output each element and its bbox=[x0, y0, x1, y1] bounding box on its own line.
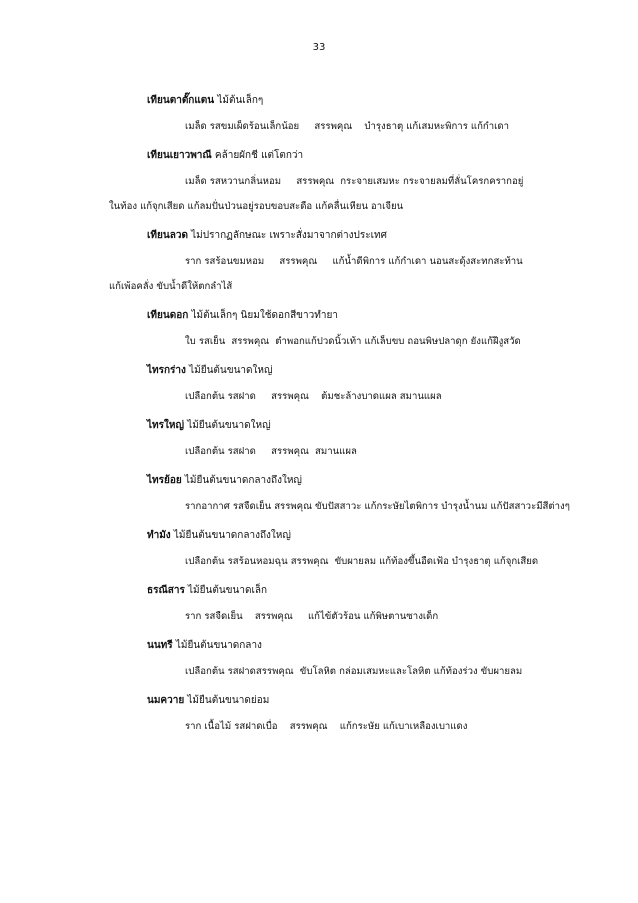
herb-heading bbox=[0, 473, 638, 488]
herb-name: เทียนเยาวพาณี bbox=[147, 150, 212, 161]
herb-name: ทำมัง bbox=[147, 530, 171, 541]
herb-properties-continued: แก้เพ้อคลั่ง ขับน้ำดีให้ตกลำไส้ bbox=[109, 281, 233, 292]
herb-entry bbox=[0, 473, 638, 514]
herb-name: ไทรย้อย bbox=[147, 475, 182, 486]
herb-properties: รากอากาศ รสจืดเย็น สรรพคุณ ขับปัสสาวะ แก้กระษัยไตพิการ บำรุงน้ำนม แก้ปัสสาวะมีสีต่างๆ bbox=[185, 501, 570, 512]
herb-description: ไม้ต้นเล็กๆ bbox=[217, 95, 264, 106]
entry-list bbox=[0, 93, 638, 748]
herb-heading bbox=[0, 93, 638, 108]
herb-heading bbox=[0, 148, 638, 163]
herb-properties: เปลือกต้น รสฝาด สรรพคุณ สมานแผล bbox=[185, 446, 357, 457]
herb-entry bbox=[0, 308, 638, 349]
herb-properties: เมล็ด รสหวานกลิ่นหอม สรรพคุณ กระจายเสมหะ กระจายลมที่ลั่นโครกครากอยู่ bbox=[185, 176, 524, 187]
herb-entry bbox=[0, 693, 638, 734]
herb-description: ไม้ยืนต้นขนาดใหญ่ bbox=[189, 365, 273, 376]
herb-entry bbox=[0, 93, 638, 134]
herb-description: คล้ายผักชี แต่โตกว่า bbox=[214, 150, 304, 161]
herb-properties: เปลือกต้น รสฝาดสรรพคุณ ขับโลหิต กล่อมเสมหะและโลหิต แก้ท้องร่วง ขับผายลม bbox=[185, 666, 523, 677]
herb-name: เทียนดอก bbox=[147, 310, 189, 321]
herb-description: ไม้ต้นเล็กๆ นิยมใช้ดอกสีขาวทำยา bbox=[191, 310, 338, 321]
herb-properties: เปลือกต้น รสฝาด สรรพคุณ ต้มชะล้างบาดแผล สมานแผล bbox=[185, 391, 442, 402]
herb-properties: ราก เนื้อไม้ รสฝาดเบื่อ สรรพคุณ แก้กระษัย แก้เบาเหลืองเบาแดง bbox=[185, 721, 468, 732]
herb-properties-continued: ในท้อง แก้จุกเสียด แก้ลมปั่นป่วนอยู่รอบขอบสะดือ แก้คลื่นเหียน อาเจียน bbox=[109, 201, 404, 212]
herb-description: ไม้ยืนต้นขนาดใหญ่ bbox=[187, 420, 271, 431]
herb-name: นมควาย bbox=[147, 695, 185, 706]
herb-heading bbox=[0, 583, 638, 598]
herb-entry bbox=[0, 583, 638, 624]
page-number: 33 bbox=[312, 42, 326, 53]
herb-properties: ราก รสจืดเย็น สรรพคุณ แก้ไข้ตัวร้อน แก้พิษตานซางเด็ก bbox=[185, 611, 439, 622]
herb-name: เทียนตาตั๊กแตน bbox=[147, 95, 215, 106]
herb-heading bbox=[0, 693, 638, 708]
herb-name: ไทรใหญ่ bbox=[147, 420, 184, 431]
herb-description: ไม้ยืนต้นขนาดกลางถึงใหญ่ bbox=[173, 530, 291, 541]
herb-properties: ใบ รสเย็น สรรพคุณ ตำพอกแก้ปวดนิ้วเท้า แก้เล็บขบ ถอนพิษปลาดุก ยังแก้ฝีงูสวัด bbox=[185, 336, 521, 347]
herb-name: ธรณีสาร bbox=[147, 585, 185, 596]
herb-description: ไม้ยืนต้นขนาดกลางถึงใหญ่ bbox=[184, 475, 302, 486]
herb-name: นนทรี bbox=[147, 640, 173, 651]
herb-properties: เมล็ด รสขมเผ็ดร้อนเล็กน้อย สรรพคุณ บำรุงธาตุ แก้เสมหะพิการ แก้กำเดา bbox=[185, 121, 509, 132]
herb-heading bbox=[0, 363, 638, 378]
herb-heading bbox=[0, 528, 638, 543]
herb-properties: ราก รสร้อนขมหอม สรรพคุณ แก้น้ำดีพิการ แก้กำเดา นอนสะดุ้งสะทกสะท้าน bbox=[185, 256, 523, 267]
herb-entry bbox=[0, 148, 638, 214]
herb-description: ไม้ยืนต้นขนาดกลาง bbox=[175, 640, 262, 651]
herb-entry bbox=[0, 528, 638, 569]
herb-description: ไม้ยืนต้นขนาดเล็ก bbox=[188, 585, 268, 596]
herb-name: เทียนลวด bbox=[147, 230, 188, 241]
herb-entry bbox=[0, 638, 638, 679]
herb-description: ไม้ยืนต้นขนาดย่อม bbox=[187, 695, 270, 706]
herb-description: ไม่ปรากฏลักษณะ เพราะสั่งมาจากต่างประเทศ bbox=[191, 230, 387, 241]
herb-name: ไทรกร่าง bbox=[147, 365, 186, 376]
herb-entry bbox=[0, 418, 638, 459]
herb-heading bbox=[0, 638, 638, 653]
herb-properties: เปลือกต้น รสร้อนหอมฉุน สรรพคุณ ขับผายลม แก้ท้องขึ้นอืดเฟ้อ บำรุงธาตุ แก้จุกเสียด bbox=[185, 556, 539, 567]
herb-entry bbox=[0, 363, 638, 404]
herb-heading bbox=[0, 308, 638, 323]
herb-entry bbox=[0, 228, 638, 294]
herb-heading bbox=[0, 228, 638, 243]
herb-heading bbox=[0, 418, 638, 433]
